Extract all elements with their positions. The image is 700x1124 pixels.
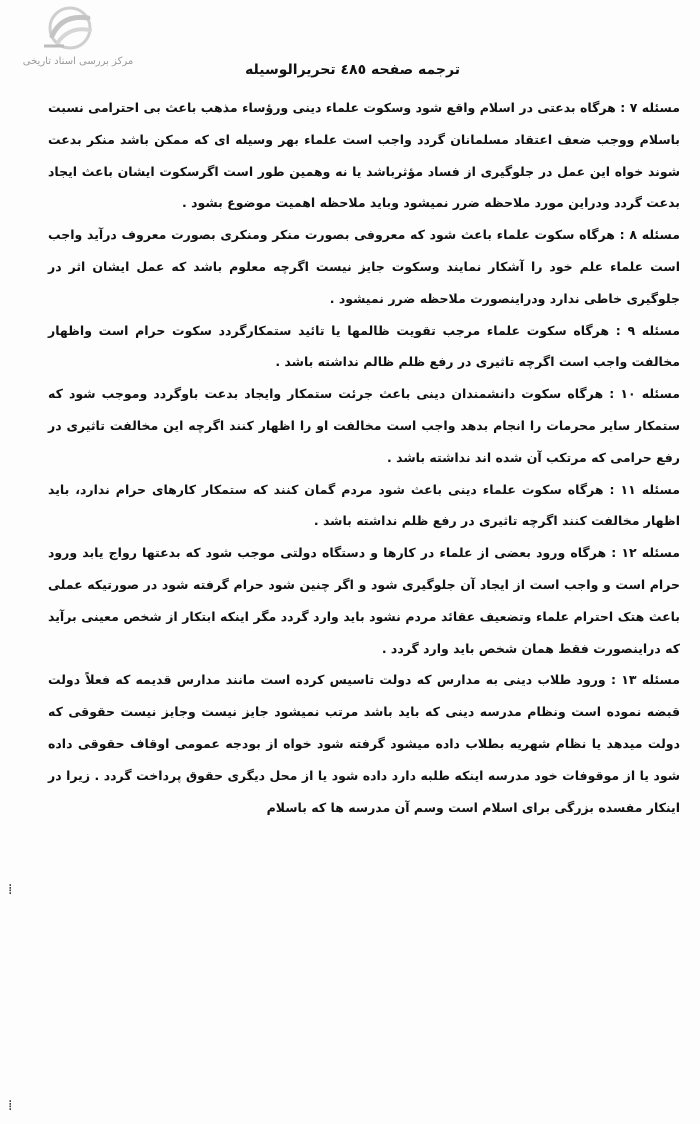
paragraph-masale-8: مسئله ٨ : هرگاه سکوت علماء باعث شود که معروفی بصورت منکر ومنکری بصورت معروف درآید واجب است علماء علم خود را آشکار نمایند وسکوت جایز نیست اگرچه معلوم باشد که عمل ایشان اثر در جلوگیری خاطی ندارد ودراینصورت ملاحظه ضرر نمیشود . (48, 227, 680, 306)
archive-center-logo-icon (30, 6, 100, 54)
margin-mark: ⁞ (8, 882, 13, 898)
paragraph-masale-10: مسئله ١٠ : هرگاه سکوت دانشمندان دینی باعث جرئت ستمکار وایجاد بدعت باوگردد وموجب شود که ستمکار سایر محرمات را انجام بدهد واجب است مخالفت او را اظهار کنند اگرچه این مخالفت تاثیری در رفع حرامی که مرتکب آن شده اند نداشته باشد . (48, 386, 680, 465)
paragraph-masale-12: مسئله ١٢ : هرگاه ورود بعضی از علماء در کارها و دستگاه دولتی موجب شود که بدعتها رواج یابد ورود حرام است و واجب است از ایجاد آن جلوگیری شود و اگر چنین شود حرام گرفته شود در صورتیکه عملی باعث هتک احترام علماء وتضعیف عقائد مردم نشود باید وارد گردد مگر اینکه ابتکار از شخص معینی برآید که دراینصورت فقط همان شخص باید وارد گردد . (48, 545, 680, 656)
paragraph-masale-9: مسئله ٩ : هرگاه سکوت علماء مرجب تقویت ظالمها یا تائید ستمکارگردد سکوت حرام است واظهار مخالفت واجب است اگرچه تاثیری در رفع ظلم ظالم نداشته باشد . (48, 322, 680, 370)
logo-caption: مرکز بررسی اسناد تاریخی (22, 56, 134, 67)
document-body (48, 92, 680, 823)
paragraph-masale-13: مسئله ١٣ : ورود طلاب دینی به مدارس که دولت تاسیس کرده است مانند مدارس قدیمه که فعلاً دولت قبضه نموده است ونظام مدرسه دینی که باید باشد مرتب نمیشود جایز نیست وجایز نیست حقوقی که دولت میدهد یا نظام شهریه بطلاب داده میشود گرفته شود خواه از بودجه عمومی اوقاف حقوقی داده شود یا از موقوفات خود مدرسه اینکه طلبه دارد داده شود یا از محل دیگری حقوق پرداخت گردد . زیرا در اینکار مفسده بزرگی برای اسلام است وسم آن مدرسه ها که باسلام (48, 672, 680, 815)
page-title: ترجمه صفحه ٤٨٥ تحریرالوسیله (245, 62, 460, 78)
paragraph-masale-7: مسئله ٧ : هرگاه بدعتی در اسلام واقع شود وسکوت علماء دینی ورؤساء مذهب باعث بی احترامی نسبت باسلام ووجب ضعف اعتقاد مسلمانان گردد واجب است علماء بهر وسیله ای که ممکن باشد منکر بدعت شوند خواه این عمل در جلوگیری از فساد مؤثرباشد یا نه وهمین طور است اگرسکوت ایشان باعث ایجاد بدعت گردد ودراین مورد ملاحظه ضرر نمیشود وباید ملاحظه اهمیت موضوع بشود . (48, 100, 680, 211)
margin-mark: ⁞ (8, 1098, 13, 1114)
paragraph-masale-11: مسئله ١١ : هرگاه سکوت علماء دینی باعث شود مردم گمان کنند که ستمکار کارهای حرام ندارد، باید اظهار مخالفت کنند اگرچه تاثیری در رفع ظلم نداشته باشد . (48, 481, 680, 529)
